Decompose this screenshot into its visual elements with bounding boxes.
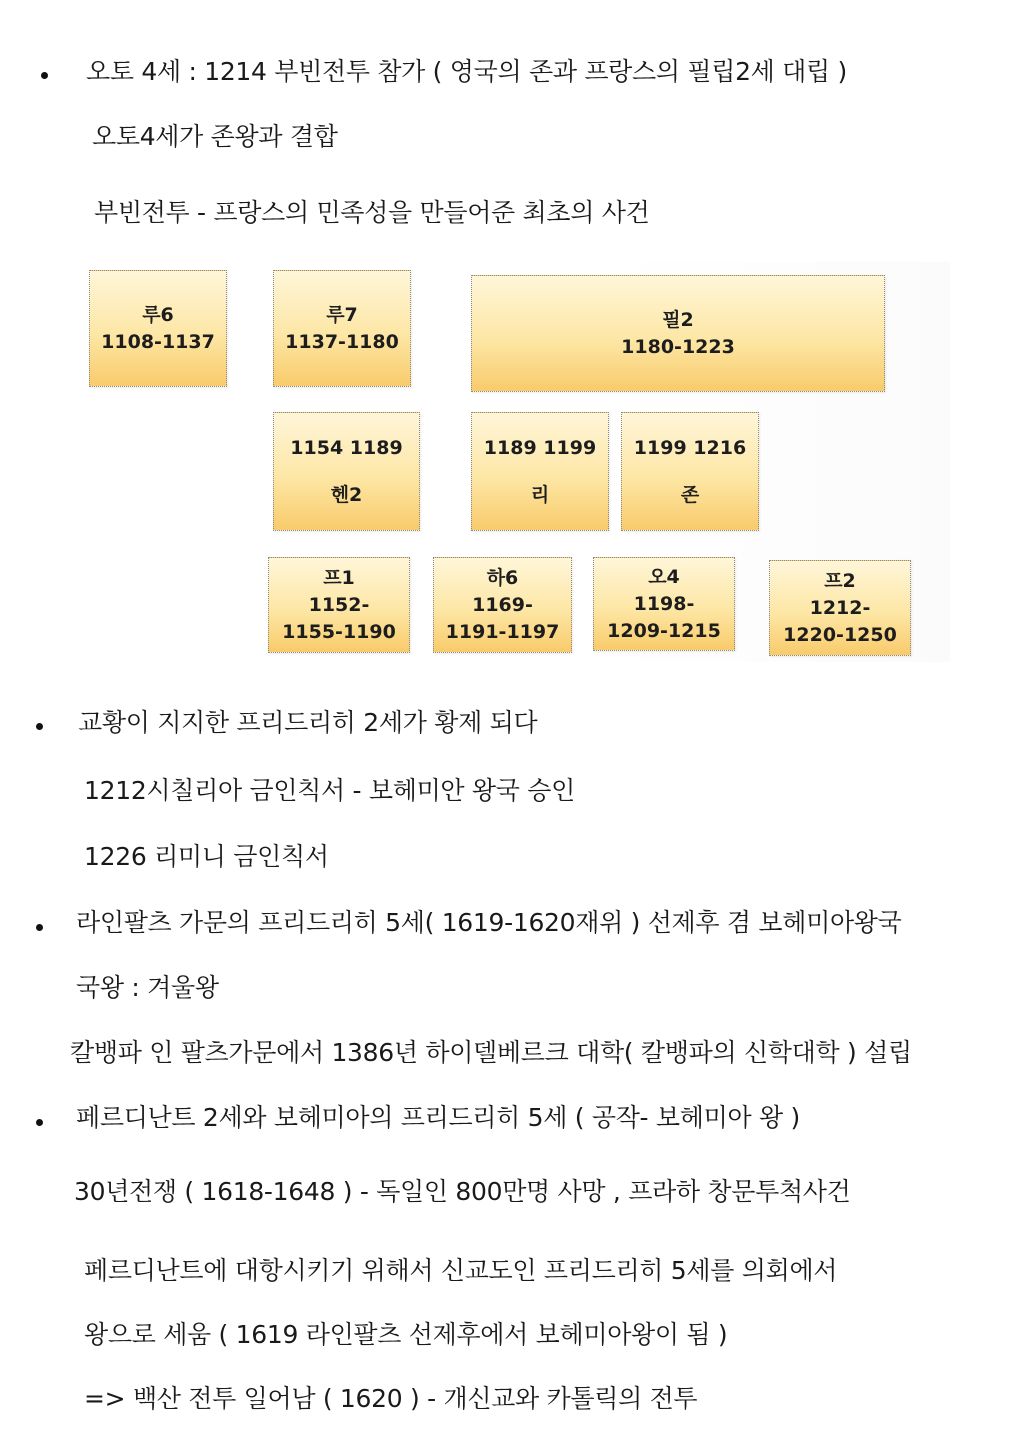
box-henry2-years: 1154 1189 [290, 436, 403, 459]
box-frederick2-line2: 1212- [809, 596, 871, 619]
box-philip2 [471, 275, 885, 392]
box-henry6 [433, 557, 572, 653]
box-john-years: 1199 1216 [633, 436, 747, 459]
section2-line1: 교황이 지지한 프리드리히 2세가 황제 되다 [78, 708, 538, 737]
section3-line2: 국왕 : 겨울왕 [76, 973, 219, 1002]
box-john [621, 412, 759, 531]
box-henry6-name: 하6 [486, 566, 519, 589]
box-otto4-line3: 1209-1215 [607, 619, 721, 642]
box-henry6-line2: 1169- [472, 593, 533, 616]
box-frederick2-line3: 1220-1250 [783, 623, 897, 646]
box-philip2-name: 필2 [662, 308, 694, 331]
bullet-3 [36, 924, 43, 931]
box-louis6 [89, 270, 227, 387]
section4-line3: 페르디난트에 대항시키기 위해서 신교도인 프리드리히 5세를 의회에서 [84, 1256, 838, 1285]
box-henry2 [273, 412, 420, 531]
box-otto4 [593, 557, 735, 651]
section3-line3: 칼뱅파 인 팔츠가문에서 1386년 하이델베르크 대학( 칼뱅파의 신학대학 ) 설립 [70, 1038, 912, 1067]
box-richard [471, 412, 609, 531]
box-frederick1-line2: 1152- [308, 593, 370, 616]
bullet-1 [41, 72, 48, 79]
box-louis6-years: 1108-1137 [101, 330, 215, 353]
box-otto4-line2: 1198- [633, 592, 695, 615]
section1-line2: 오토4세가 존왕과 결합 [92, 122, 338, 151]
section4-line4: 왕으로 세움 ( 1619 라인팔츠 선제후에서 보헤미아왕이 됨 ) [84, 1320, 728, 1349]
section4-line2: 30년전쟁 ( 1618-1648 ) - 독일인 800만명 사망 , 프라하 창문투척사건 [74, 1177, 851, 1206]
section2-line2: 1212시칠리아 금인칙서 - 보헤미안 왕국 승인 [84, 776, 575, 805]
section4-line5: => 백산 전투 일어남 ( 1620 ) - 개신교와 카톨릭의 전투 [84, 1384, 698, 1413]
box-louis7-years: 1137-1180 [285, 330, 399, 353]
box-frederick1 [268, 557, 410, 653]
box-frederick2-name: 프2 [824, 569, 856, 592]
box-john-name: 존 [680, 483, 700, 506]
section2-line3: 1226 리미니 금인칙서 [84, 842, 329, 871]
box-henry6-line3: 1191-1197 [445, 620, 560, 643]
section4-line1: 페르디난트 2세와 보헤미아의 프리드리히 5세 ( 공작- 보헤미아 왕 ) [76, 1103, 800, 1132]
box-frederick1-line3: 1155-1190 [282, 620, 396, 643]
box-philip2-years: 1180-1223 [621, 335, 735, 358]
box-richard-years: 1189 1199 [483, 436, 597, 459]
box-richard-name: 리 [530, 483, 550, 506]
box-frederick2 [769, 560, 911, 656]
bullet-2 [36, 723, 43, 730]
box-louis7 [273, 270, 411, 387]
bullet-4 [36, 1119, 43, 1126]
box-louis6-name: 루6 [142, 303, 174, 326]
section3-line1: 라인팔츠 가문의 프리드리히 5세( 1619-1620재위 ) 선제후 겸 보헤미아왕국 [76, 908, 902, 937]
ruler-timeline-diagram [80, 262, 950, 662]
box-henry2-name: 헨2 [330, 483, 363, 506]
box-louis7-name: 루7 [326, 303, 358, 326]
section1-line3: 부빈전투 - 프랑스의 민족성을 만들어준 최초의 사건 [94, 198, 650, 227]
box-frederick1-name: 프1 [323, 566, 355, 589]
box-otto4-name: 오4 [648, 565, 680, 588]
section1-line1: 오토 4세 : 1214 부빈전투 참가 ( 영국의 존과 프랑스의 필립2세 대립 ) [86, 57, 847, 86]
